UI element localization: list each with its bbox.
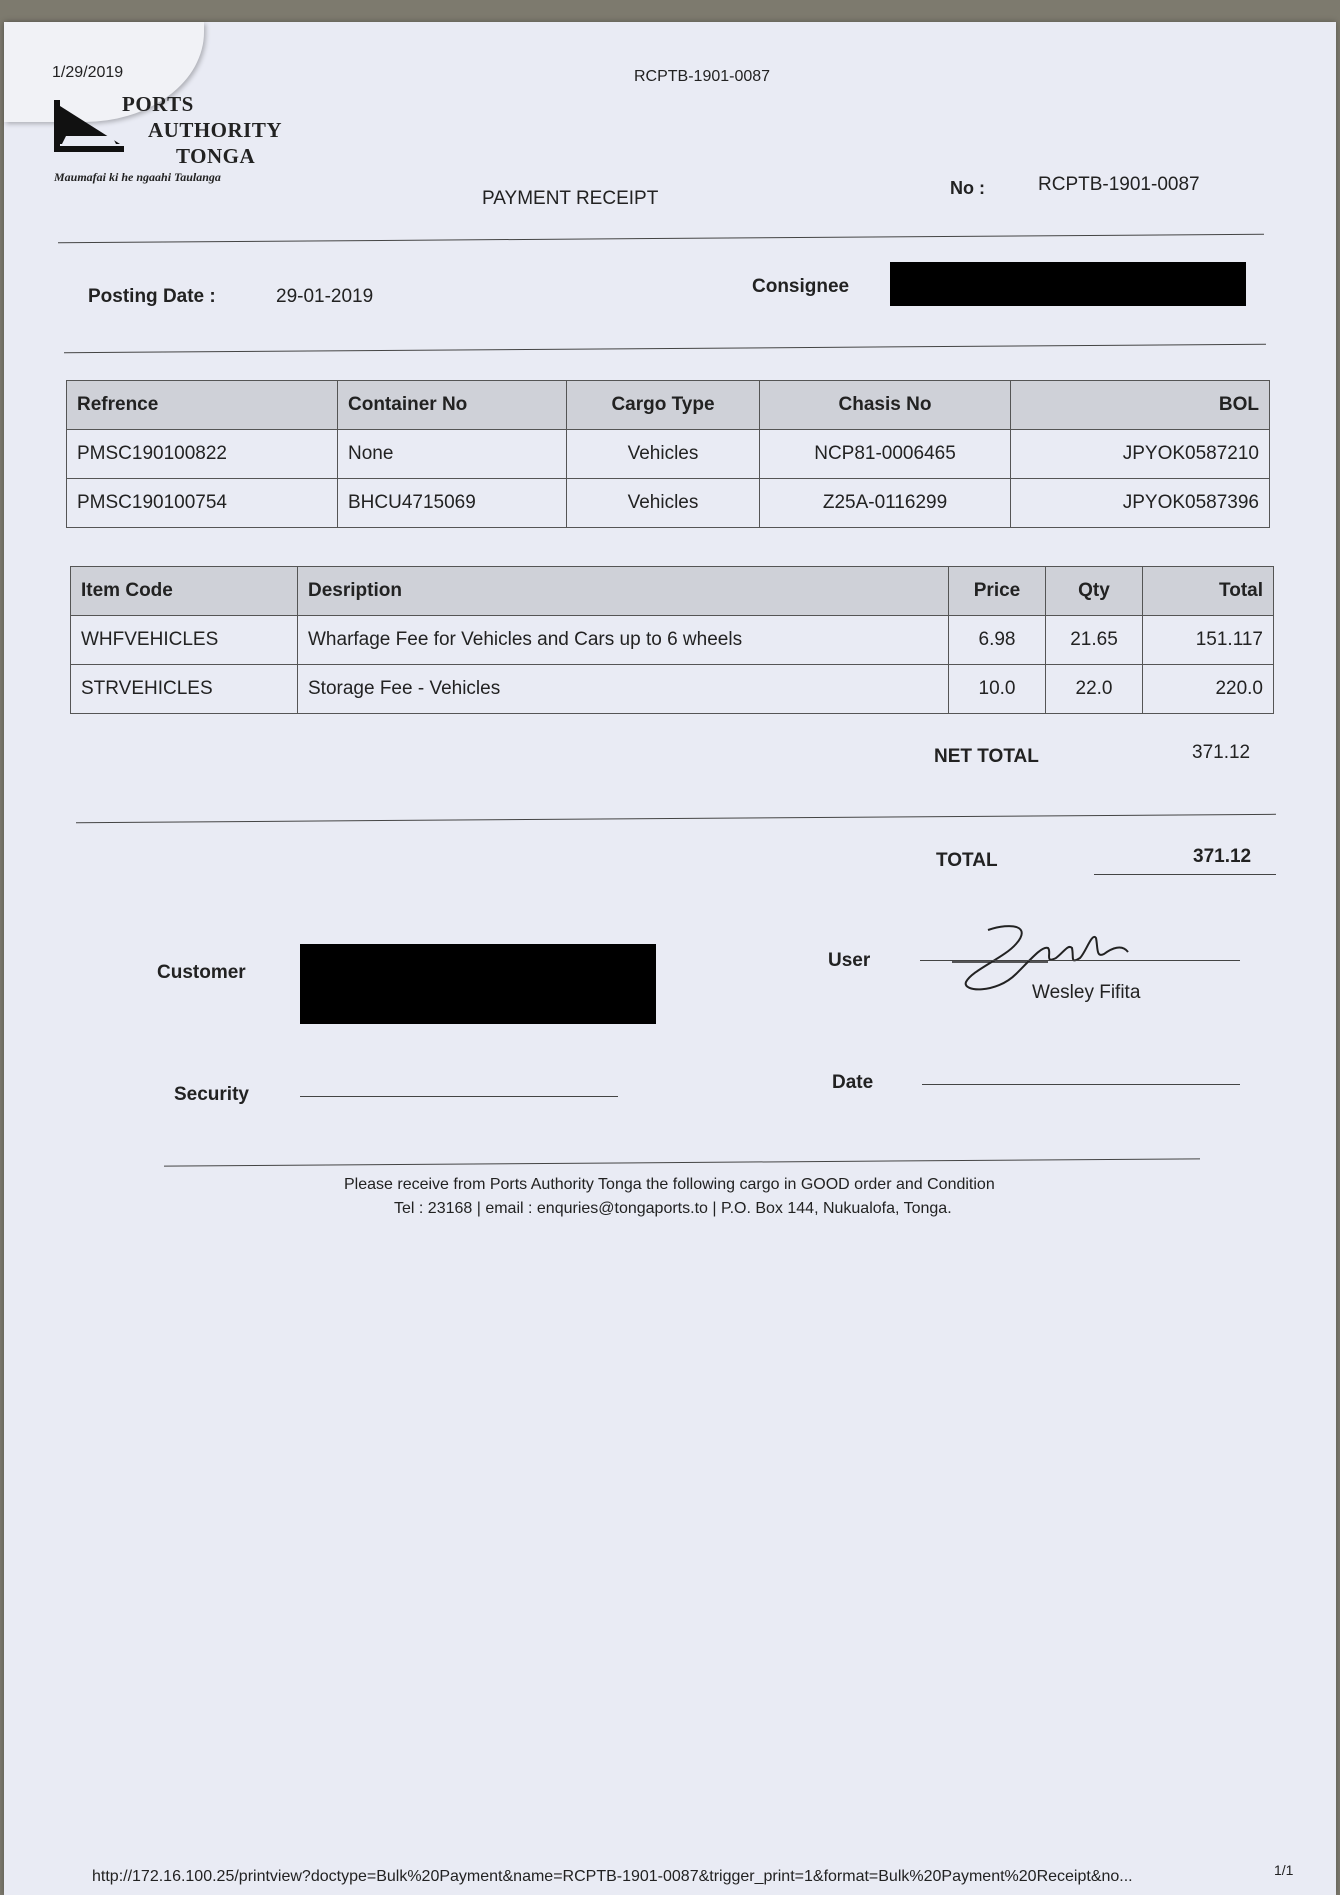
cell-qty: 21.65: [1046, 616, 1143, 665]
column-header: Cargo Type: [567, 381, 760, 430]
date-label: Date: [832, 1072, 874, 1093]
footer-notice: Please receive from Ports Authority Tonga the following cargo in GOOD order and Condition: [344, 1176, 995, 1193]
cell-total: 151.117: [1143, 616, 1274, 665]
net-total-value: 371.12: [1192, 742, 1251, 763]
table-row: [67, 430, 1270, 479]
cell-reference: PMSC190100822: [67, 430, 338, 479]
print-header-receipt-ref: RCPTB-1901-0087: [634, 68, 771, 85]
posting-date-label: Posting Date :: [88, 286, 216, 307]
column-header: Price: [949, 567, 1046, 616]
consignee-label: Consignee: [752, 276, 850, 297]
total-label: TOTAL: [936, 850, 998, 871]
user-name: Wesley Fifita: [1032, 982, 1141, 1003]
column-header: Desription: [298, 567, 949, 616]
logo-roof-icon: [52, 96, 124, 160]
table-row: [71, 616, 1274, 665]
user-signature-line: [920, 960, 1240, 961]
items-table: [70, 566, 1274, 714]
total-underline: [1094, 874, 1276, 875]
receipt-no-value: RCPTB-1901-0087: [1038, 174, 1200, 195]
cell-item-code: WHFVEHICLES: [71, 616, 298, 665]
cell-description: Wharfage Fee for Vehicles and Cars up to 6 wheels: [298, 616, 949, 665]
cell-bol: JPYOK0587396: [1011, 479, 1270, 528]
cell-description: Storage Fee - Vehicles: [298, 665, 949, 714]
security-label: Security: [174, 1084, 249, 1105]
logo-text-ports: PORTS: [122, 92, 194, 116]
cargo-table-header: [67, 381, 1270, 430]
ports-authority-logo: [52, 92, 302, 192]
column-header: Total: [1143, 567, 1274, 616]
column-header: BOL: [1011, 381, 1270, 430]
date-signature-line: [922, 1084, 1240, 1085]
cell-chasis-no: NCP81-0006465: [760, 430, 1011, 479]
cell-price: 10.0: [949, 665, 1046, 714]
column-header: Qty: [1046, 567, 1143, 616]
logo-motto: Maumafai ki he ngaahi Taulanga: [54, 170, 221, 184]
customer-label: Customer: [157, 962, 246, 983]
cell-bol: JPYOK0587210: [1011, 430, 1270, 479]
cell-total: 220.0: [1143, 665, 1274, 714]
user-label: User: [828, 950, 871, 971]
table-row: [67, 479, 1270, 528]
cell-container-no: None: [338, 430, 567, 479]
column-header: Chasis No: [760, 381, 1011, 430]
items-table-header: [71, 567, 1274, 616]
table-row: [71, 665, 1274, 714]
column-header: Refrence: [67, 381, 338, 430]
print-date: 1/29/2019: [52, 64, 124, 81]
cell-cargo-type: Vehicles: [567, 430, 760, 479]
cell-item-code: STRVEHICLES: [71, 665, 298, 714]
column-header: Container No: [338, 381, 567, 430]
cell-container-no: BHCU4715069: [338, 479, 567, 528]
receipt-no-label: No :: [950, 178, 985, 198]
cell-reference: PMSC190100754: [67, 479, 338, 528]
print-url: http://172.16.100.25/printview?doctype=Bulk%20Payment&name=RCPTB-1901-0087&trigger_print=1&format=Bulk%20Payment%20Receipt&no...: [92, 1868, 1133, 1885]
page-count: 1/1: [1274, 1862, 1294, 1878]
cell-cargo-type: Vehicles: [567, 479, 760, 528]
footer-contact: Tel : 23168 | email : enquries@tongaports.to | P.O. Box 144, Nukualofa, Tonga.: [394, 1200, 952, 1217]
net-total-label: NET TOTAL: [934, 746, 1039, 767]
page-title: PAYMENT RECEIPT: [482, 188, 659, 209]
cell-price: 6.98: [949, 616, 1046, 665]
logo-text-tonga: TONGA: [176, 144, 256, 168]
posting-date-value: 29-01-2019: [276, 286, 374, 307]
cargo-table: [66, 380, 1270, 528]
security-signature-line: [300, 1096, 618, 1097]
cell-qty: 22.0: [1046, 665, 1143, 714]
consignee-redaction: [890, 262, 1246, 306]
customer-redaction: [300, 944, 656, 1024]
total-value: 371.12: [1193, 846, 1252, 867]
column-header: Item Code: [71, 567, 298, 616]
logo-text-authority: AUTHORITY: [148, 118, 283, 142]
cell-chasis-no: Z25A-0116299: [760, 479, 1011, 528]
